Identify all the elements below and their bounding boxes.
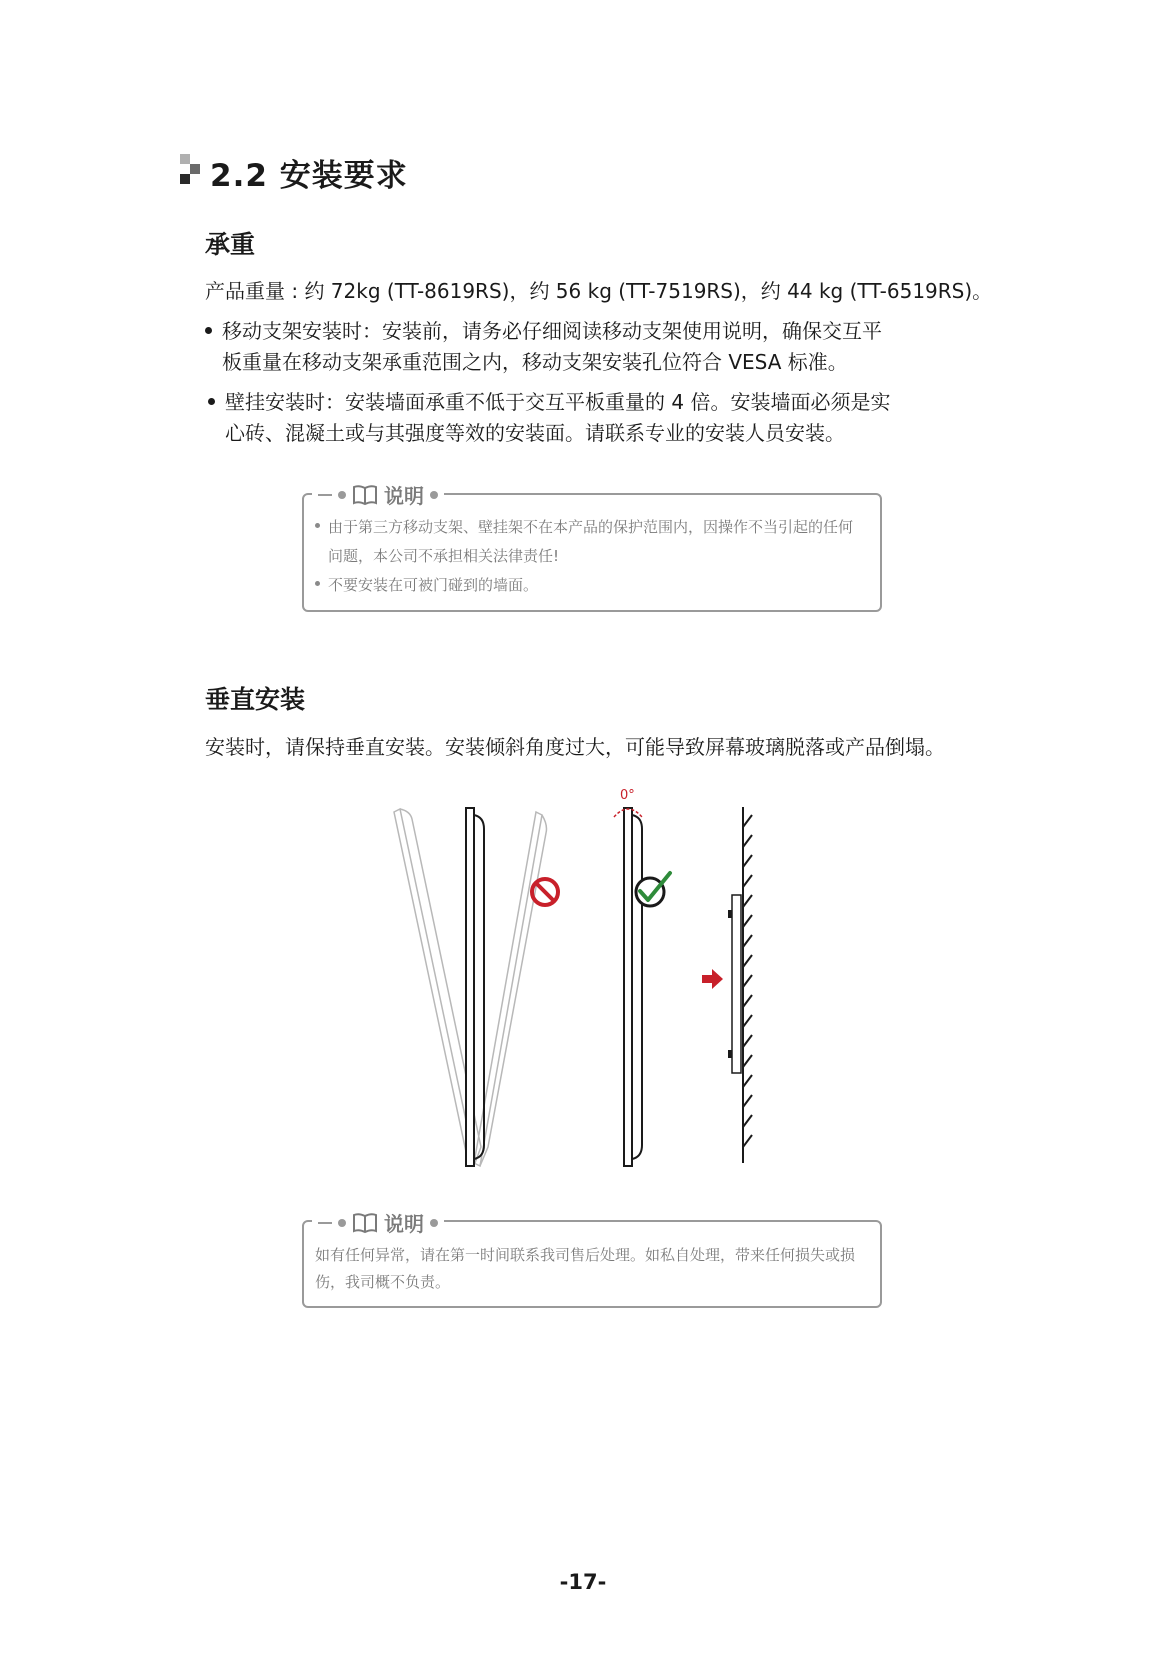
note-label: 说明 <box>384 1212 424 1236</box>
section-title-icon <box>180 154 204 184</box>
bullet-dot <box>208 398 215 405</box>
vertical-text: 安装时，请保持垂直安装。安装倾斜角度过大，可能导致屏幕玻璃脱落或产品倒塌。 <box>205 735 945 759</box>
vertical-heading: 垂直安装 <box>205 685 306 714</box>
note-text-line-cont: 伤，我司概不负责。 <box>315 1273 451 1291</box>
note-header <box>312 1208 444 1237</box>
page-number: -17- <box>559 1570 607 1594</box>
note-header <box>312 480 444 509</box>
prohibited-icon <box>532 879 558 905</box>
wall <box>743 807 752 1163</box>
book-icon <box>352 484 378 506</box>
note-item-cont: 问题，本公司不承担相关法律责任! <box>328 547 560 565</box>
load-heading: 承重 <box>205 230 256 259</box>
upright-panel-left <box>466 808 484 1166</box>
upright-panel-correct <box>624 808 642 1166</box>
book-icon <box>352 1212 378 1234</box>
note-item: 由于第三方移动支架、壁挂架不在本产品的保护范围内，因操作不当引起的任何 <box>315 512 853 542</box>
vertical-installation-figure <box>380 785 780 1175</box>
note-label: 说明 <box>384 484 424 508</box>
note-item: 不要安装在可被门碰到的墙面。 <box>315 570 538 600</box>
arrow-right-icon <box>702 969 723 989</box>
section-title: 2.2 安装要求 <box>210 158 408 194</box>
mobile-stand-bullet: 移动支架安装时：安装前，请务必仔细阅读移动支架使用说明，确保交互平 <box>205 314 882 348</box>
bullet-dot <box>205 327 212 334</box>
wall-bracket <box>728 895 741 1073</box>
note-text-line: 如有任何异常，请在第一时间联系我司售后处理。如私自处理，带来任何损失或损 <box>315 1246 856 1264</box>
wall-mount-bullet-cont: 心砖、混凝土或与其强度等效的安装面。请联系专业的安装人员安装。 <box>225 421 845 445</box>
wall-mount-bullet: 壁挂安装时：安装墙面承重不低于交互平板重量的 4 倍。安装墙面必须是实 <box>208 385 890 419</box>
mobile-stand-bullet-cont: 板重量在移动支架承重范围之内，移动支架安装孔位符合 VESA 标准。 <box>222 350 848 374</box>
angle-label: 0° <box>620 788 635 803</box>
product-weight-text: 产品重量 : 约 72kg (TT-8619RS)，约 56 kg (TT-7519RS)，约 44 kg (TT-6519RS)。 <box>205 279 993 303</box>
